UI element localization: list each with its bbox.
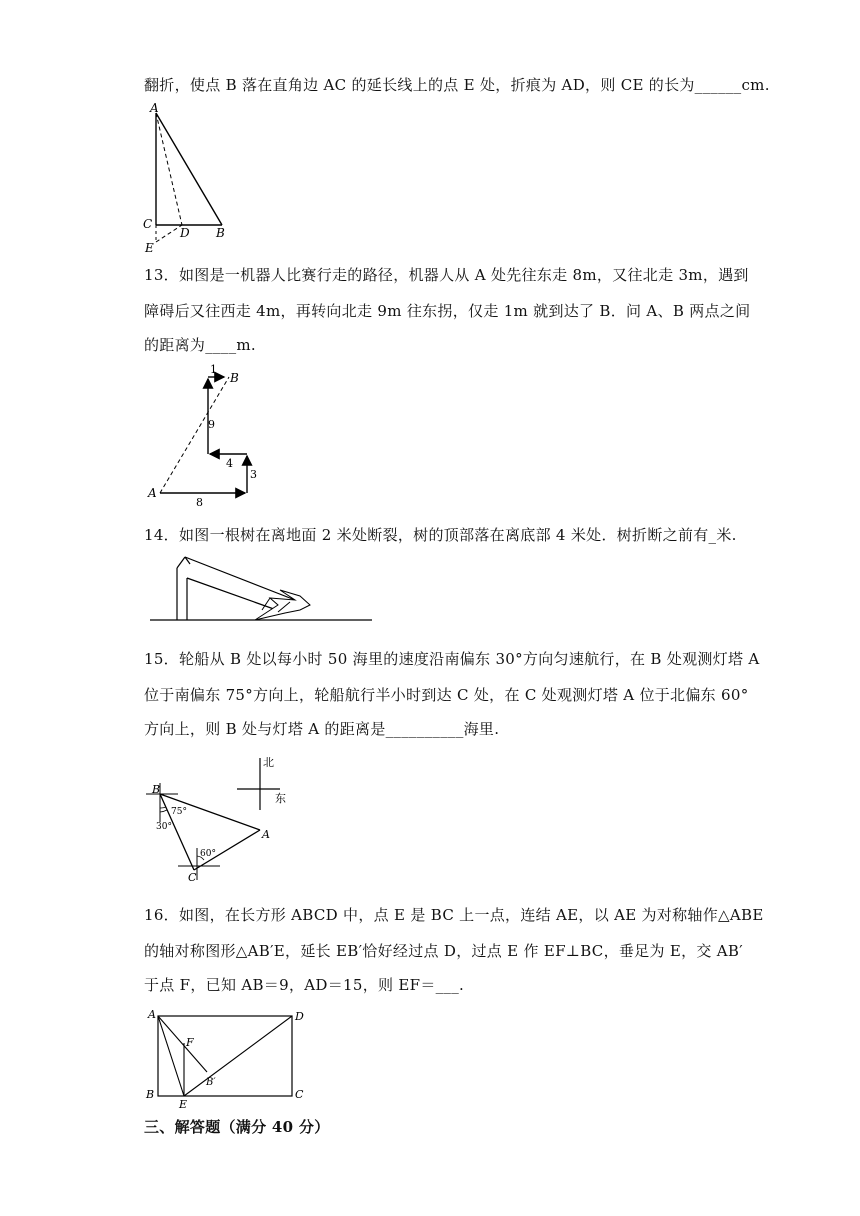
q12-triangle-figure [140,100,240,255]
q15-angle-60: 60° [200,849,216,859]
q13-label-a: A [148,486,157,500]
q13-label-8: 8 [196,496,203,509]
q12-label-e: E [145,241,154,255]
q12-label-c: C [143,217,153,231]
q12-text-line-1: 翻折，使点 B 落在直角边 AC 的延长线上的点 E 处，折痕为 AD，则 CE 的长为______cm. [144,76,770,94]
q13-text-line-3: 的距离为____m. [144,336,256,354]
q16-text-line-2: 的轴对称图形△AB′E，延长 EB′恰好经过点 D，过点 E 作 EF⊥BC，垂足为 E，交 AB′ [144,942,743,960]
q16-label-f: F [186,1036,194,1049]
q13-label-3: 3 [250,468,257,481]
q16-label-a: A [148,1008,156,1021]
q15-text-line-3: 方向上，则 B 处与灯塔 A 的距离是__________海里. [144,720,500,738]
q12-label-a: A [150,101,159,115]
q13-text-line-1: 13．如图是一机器人比赛行走的路径，机器人从 A 处先往东走 8m，又往北走 3m，遇到 [144,266,749,284]
q15-label-c: C [188,871,197,884]
q16-text-line-3: 于点 F，已知 AB＝9，AD＝15，则 EF＝___. [144,976,465,994]
q15-label-a: A [262,828,270,841]
q16-label-d: D [295,1010,304,1023]
q15-text-line-1: 15．轮船从 B 处以每小时 50 海里的速度沿南偏东 30°方向匀速航行，在 B 处观测灯塔 A [144,650,760,668]
q15-east-label: 东 [275,792,286,805]
q12-label-d: D [180,226,190,240]
q16-text-line-1: 16．如图，在长方形 ABCD 中，点 E 是 BC 上一点，连结 AE，以 AE 为对称轴作△ABE [144,906,764,924]
q13-robot-path-figure [140,360,270,510]
q13-label-b: B [230,371,239,385]
q15-angle-30: 30° [156,822,172,832]
q15-text-line-2: 位于南偏东 75°方向上，轮船航行半小时到达 C 处，在 C 处观测灯塔 A 位于北偏东 60° [144,686,749,704]
q13-label-9: 9 [208,418,215,431]
q16-label-b-prime: B′ [206,1077,216,1088]
q16-label-e: E [179,1098,188,1110]
q15-navigation-figure [140,750,310,885]
q14-text-line-1: 14．如图一根树在离地面 2 米处断裂，树的顶部落在离底部 4 米处．树折断之前有_米. [144,526,737,544]
q16-label-c: C [295,1088,304,1101]
q12-label-b: B [216,226,225,240]
q16-rectangle-figure [142,1006,312,1110]
q14-broken-tree-figure [150,550,380,630]
q15-label-b: B [152,783,161,796]
q16-label-b: B [146,1088,155,1101]
q13-text-line-2: 障碍后又往西走 4m，再转向北走 9m 往东拐，仅走 1m 就到达了 B．问 A、B 两点之间 [144,302,751,320]
q15-north-label: 北 [263,756,274,769]
q15-angle-75: 75° [171,807,187,817]
q13-label-4: 4 [226,457,233,470]
q13-label-1: 1 [210,363,217,376]
section-3-heading: 三、解答题（满分 40 分） [144,1118,330,1136]
